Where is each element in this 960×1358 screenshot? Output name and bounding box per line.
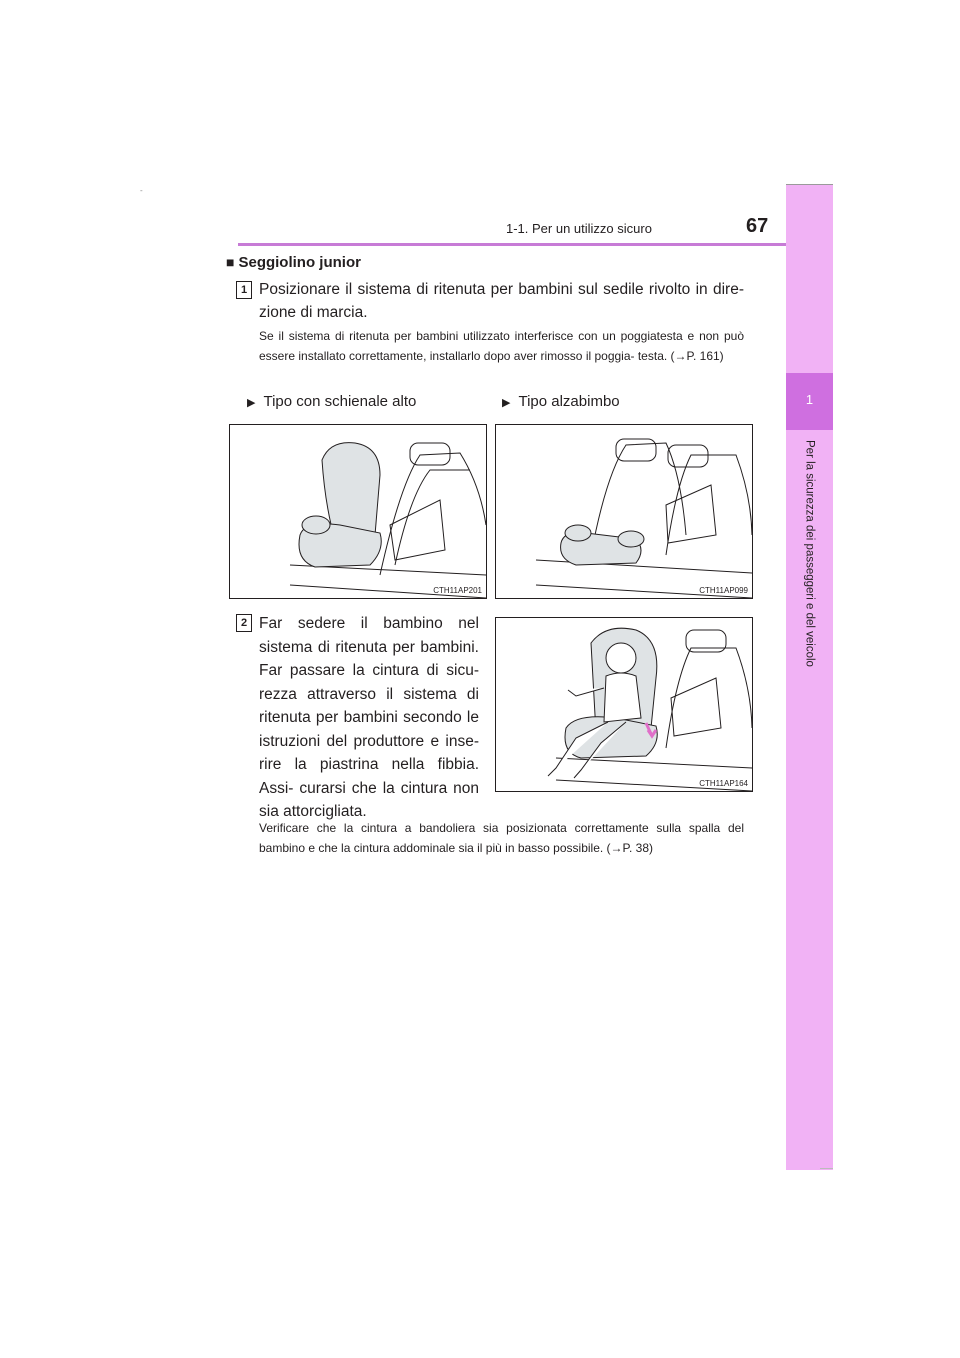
caption-booster: ▶ Tipo alzabimbo [502,393,620,410]
section-title: Seggiolino junior [238,254,361,271]
section-reference: 1-1. Per un utilizzo sicuro [506,221,652,236]
step-1-note: Se il sistema di ritenuta per bambini utilizzato interferisce con un poggiatesta e non può essere installato correttamente, installarlo dopo aver rimosso il poggia- testa. (→P. 161) [259,329,744,363]
square-bullet-icon: ■ [226,254,235,270]
chapter-title [786,440,833,740]
figure-booster-seat [495,424,753,599]
figure-code: CTH11AP201 [433,586,482,595]
header-rule [238,243,833,246]
figure-high-back-seat [229,424,487,599]
sidebar-bottom-mark [820,1168,833,1169]
page-number: 67 [746,215,769,237]
section-heading [226,254,361,271]
step-1-text: Posizionare il sistema di ritenuta per bambini sul sedile rivolto in dire- zione di marcia. [259,281,744,321]
chapter-number: 1 [805,392,814,407]
triangle-bullet-icon: ▶ [247,397,256,409]
figure-code: CTH11AP164 [699,779,748,788]
booster-seat-illustration [496,425,752,598]
step-2-number: 2 [236,614,252,632]
caption-high-back: ▶ Tipo con schienale alto [247,393,417,410]
step-2-note: Verificare che la cintura a bandoliera sia posizionata correttamente sulla spalla del bambino e che la cintura addominale sia il più in basso possibile. (→P. 38) [259,821,744,855]
triangle-bullet-icon: ▶ [502,397,511,409]
figure-code: CTH11AP099 [699,586,748,595]
sidebar-top-edge [786,184,833,185]
header-dash: - [140,186,143,195]
figure-child-seated [495,617,753,792]
high-back-seat-illustration [230,425,486,598]
step-2-text: Far sedere il bambino nel sistema di ritenuta per bambini. Far passare la cintura di sicu- rezza attraverso il sistema di ritenuta per bambini secondo le istruzioni del produttore e inse- rire la piastrina nella fibbia. Assi- curarsi che la cintura non sia attorcigliata. [259,615,479,820]
child-seated-illustration [496,618,752,791]
chapter-title-text: Per la sicurezza dei passeggeri e del veicolo [803,440,816,667]
step-1-number: 1 [236,281,252,299]
